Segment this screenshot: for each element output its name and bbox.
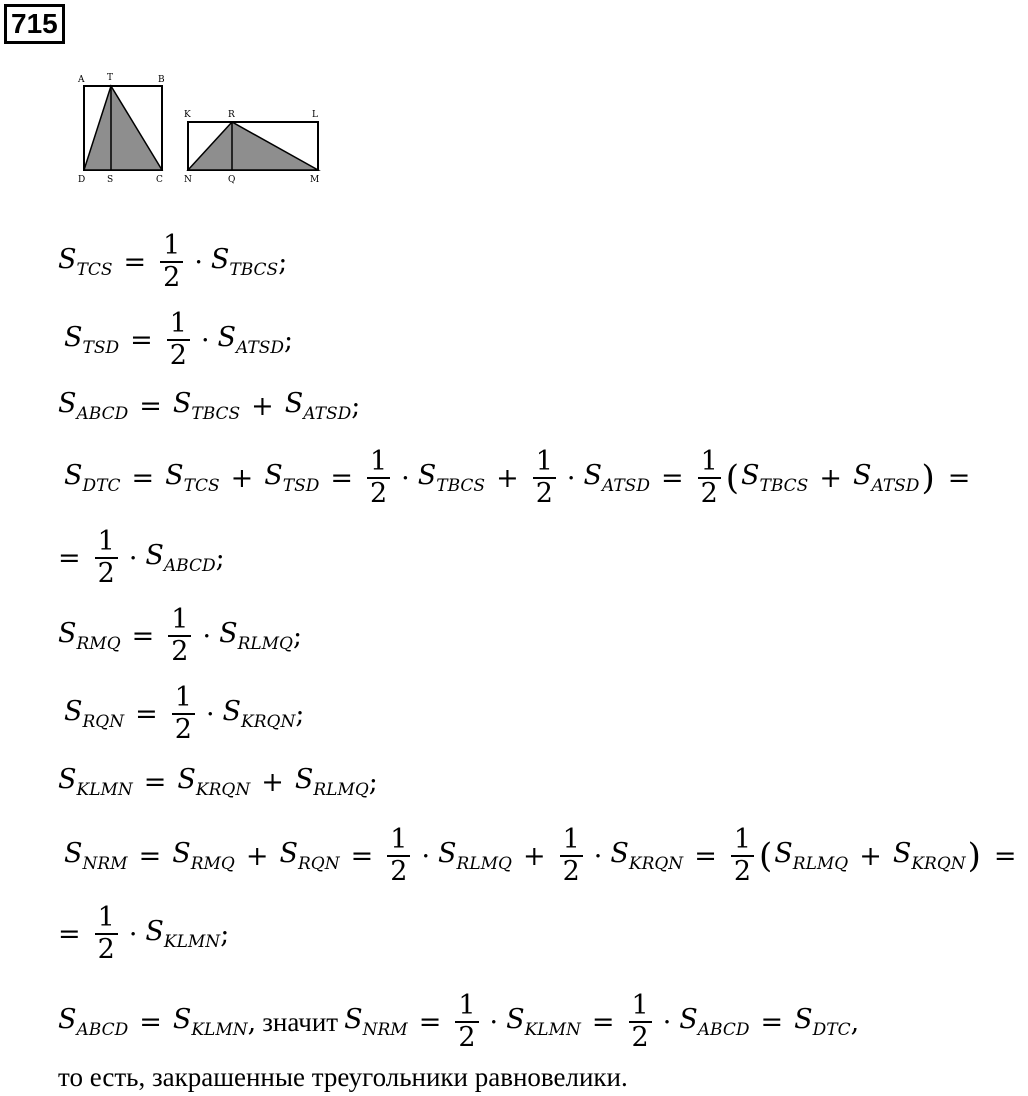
triangle-nrm xyxy=(188,122,318,170)
label-l: L xyxy=(312,110,318,120)
label-a: A xyxy=(78,75,85,85)
problem-number: 715 xyxy=(4,4,65,44)
label-b: B xyxy=(158,75,165,85)
eq-1: $S_{TCS}$ = $\frac{1}{2}$ · $S_{TBCS}$ ; xyxy=(58,230,288,293)
triangle-dtc xyxy=(84,86,162,170)
eq-11: $S_{ABCD}$ = $S_{KLMN}$ , значит $S_{NRM}$ = $\frac{1}{2}$ · $S_{KLMN}$ = $\frac{1}{2}$ · $S_{ABCD}$ = $S_{DTC}$ , xyxy=(58,990,860,1053)
eq-9: $S_{NRM}$ = $S_{RMQ}$ + $S_{RQN}$ = $\frac{1}{2}$ · $S_{RLMQ}$ + $\frac{1}{2}$ · $S_{KRQN}$ = $\frac{1}{2}$ ( $S_{RLMQ}$ + $S_{KRQN}$ ) = xyxy=(64,824,1017,887)
conclusion-text: то есть, закрашенные треугольники равновелики. xyxy=(58,1062,628,1092)
label-n: N xyxy=(184,175,192,185)
eq-5: = $\frac{1}{2}$ · $S_{ABCD}$ ; xyxy=(58,526,225,589)
label-k: K xyxy=(184,110,191,120)
eq-10: = $\frac{1}{2}$ · $S_{KLMN}$ ; xyxy=(58,902,230,965)
label-t: T xyxy=(107,73,114,83)
label-s: S xyxy=(107,175,114,185)
eq-6: $S_{RMQ}$ = $\frac{1}{2}$ · $S_{RLMQ}$ ; xyxy=(58,604,303,667)
eq-8: $S_{KLMN}$ = $S_{KRQN}$ + $S_{RLMQ}$ ; xyxy=(58,764,378,800)
eq-7: $S_{RQN}$ = $\frac{1}{2}$ · $S_{KRQN}$ ; xyxy=(64,682,305,745)
eq-4: $S_{DTC}$ = $S_{TCS}$ + $S_{TSD}$ = $\frac{1}{2}$ · $S_{TBCS}$ + $\frac{1}{2}$ · $S_{ATSD}$ = $\frac{1}{2}$ ( $S_{TBCS}$ + $S_{ATSD}$ ) = xyxy=(64,446,971,509)
label-r: R xyxy=(228,110,235,120)
label-d: D xyxy=(78,175,86,185)
eq-3: $S_{ABCD}$ = $S_{TBCS}$ + $S_{ATSD}$ ; xyxy=(58,388,361,424)
figure xyxy=(70,70,340,190)
eq-2: $S_{TSD}$ = $\frac{1}{2}$ · $S_{ATSD}$ ; xyxy=(64,308,294,371)
label-m: M xyxy=(310,175,320,185)
label-q: Q xyxy=(228,175,236,185)
label-c: C xyxy=(156,175,163,185)
